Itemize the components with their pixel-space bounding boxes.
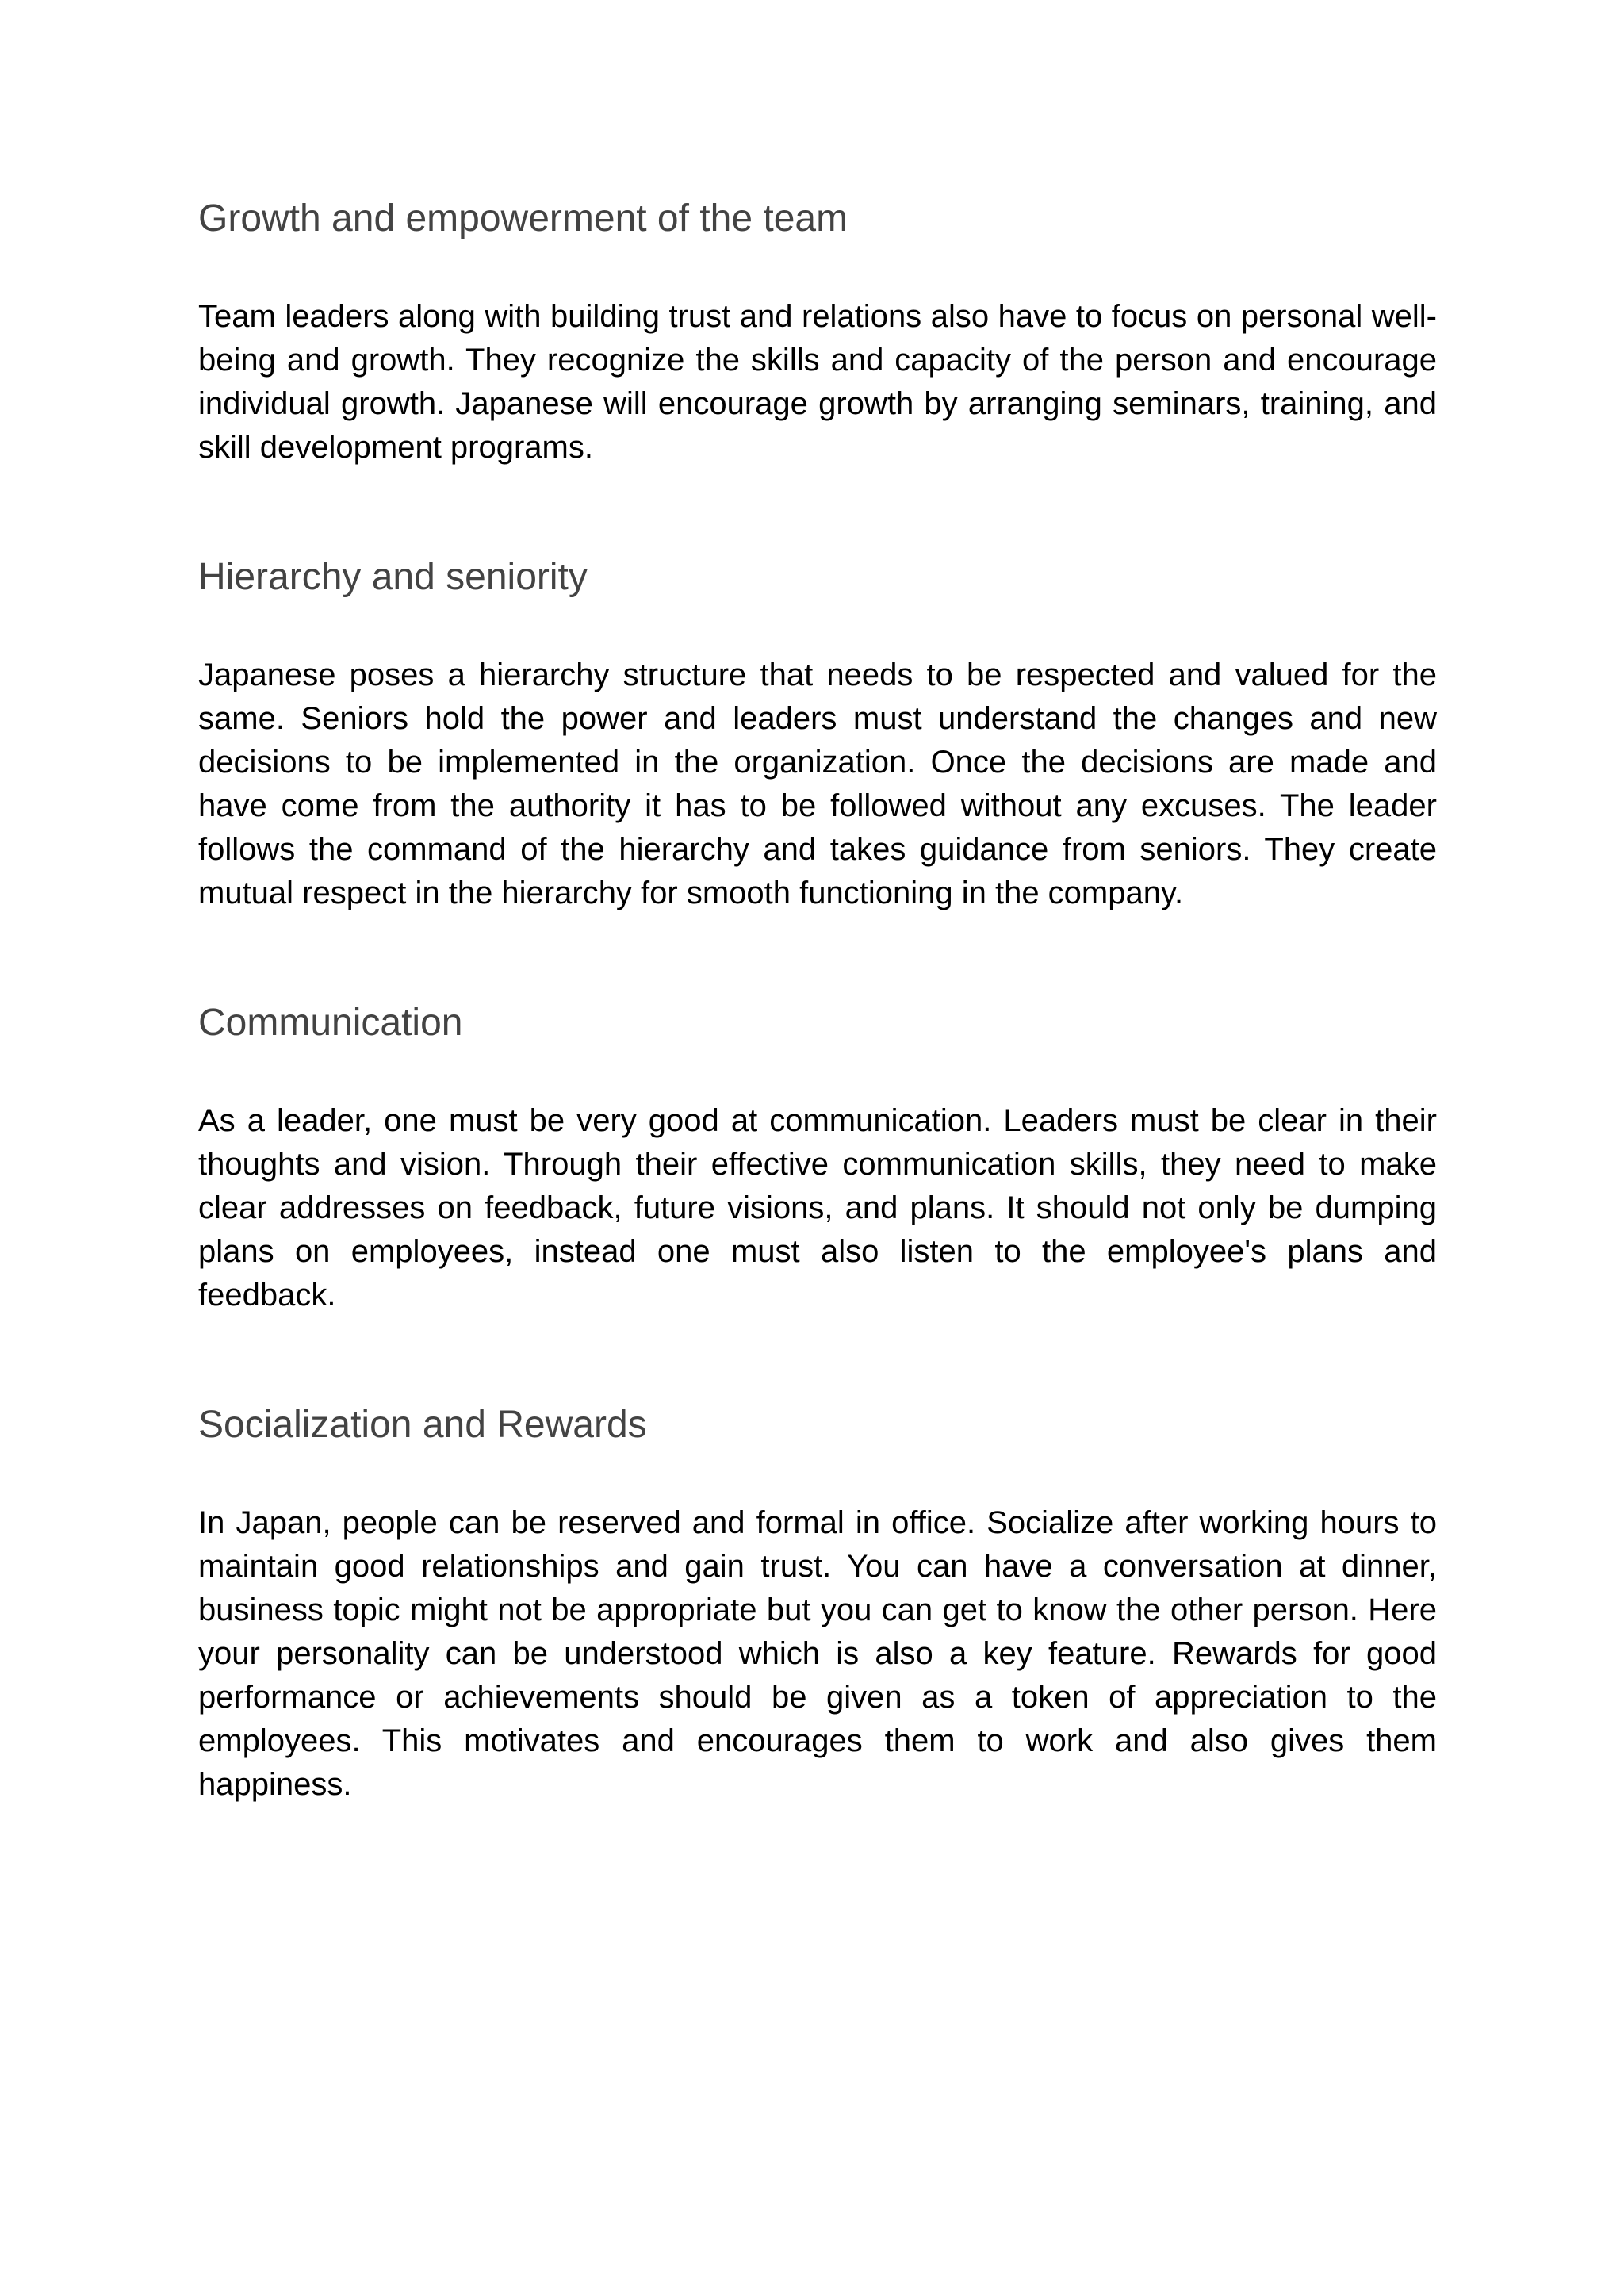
section-heading: Socialization and Rewards — [198, 1404, 647, 1446]
section-paragraph: In Japan, people can be reserved and formal in office. Socialize after working hours to maintain good relationships and gain trust. You can have a conversation at dinner, business topic might not be appropriate but you can get to know the other person. Here your personality can be understood which is also a key feature. Rewards for good performance or achievements should be given as a token of appreciation to the employees. This motivates and encourages them to work and also gives them happiness. — [198, 1505, 1437, 1802]
section-heading: Hierarchy and seniority — [198, 556, 588, 598]
section-growth — [198, 190, 1437, 470]
section-heading: Communication — [198, 1002, 463, 1044]
section-socialization — [198, 1397, 1437, 1807]
section-hierarchy — [198, 549, 1437, 915]
section-paragraph: Japanese poses a hierarchy structure that needs to be respected and valued for the same. Seniors hold the power and leaders must understand the changes and new decisions to be implemented in the organization. Once the decisions are made and have come from the authority it has to be followed without any excuses. The leader follows the command of the hierarchy and takes guidance from seniors. They create mutual respect in the hierarchy for smooth functioning in the company. — [198, 657, 1437, 910]
section-heading: Growth and empowerment of the team — [198, 197, 848, 240]
section-paragraph: Team leaders along with building trust and relations also have to focus on personal well-being and growth. They recognize the skills and capacity of the person and encourage individual growth. Japanese will encourage growth by arranging seminars, training, and skill development programs. — [198, 299, 1437, 465]
section-communication — [198, 995, 1437, 1317]
document-page — [198, 190, 1437, 1807]
section-paragraph: As a leader, one must be very good at communication. Leaders must be clear in their thoughts and vision. Through their effective communication skills, they need to make clear addresses on feedback, future visions, and plans. It should not only be dumping plans on employees, instead one must also listen to the employee's plans and feedback. — [198, 1103, 1437, 1313]
